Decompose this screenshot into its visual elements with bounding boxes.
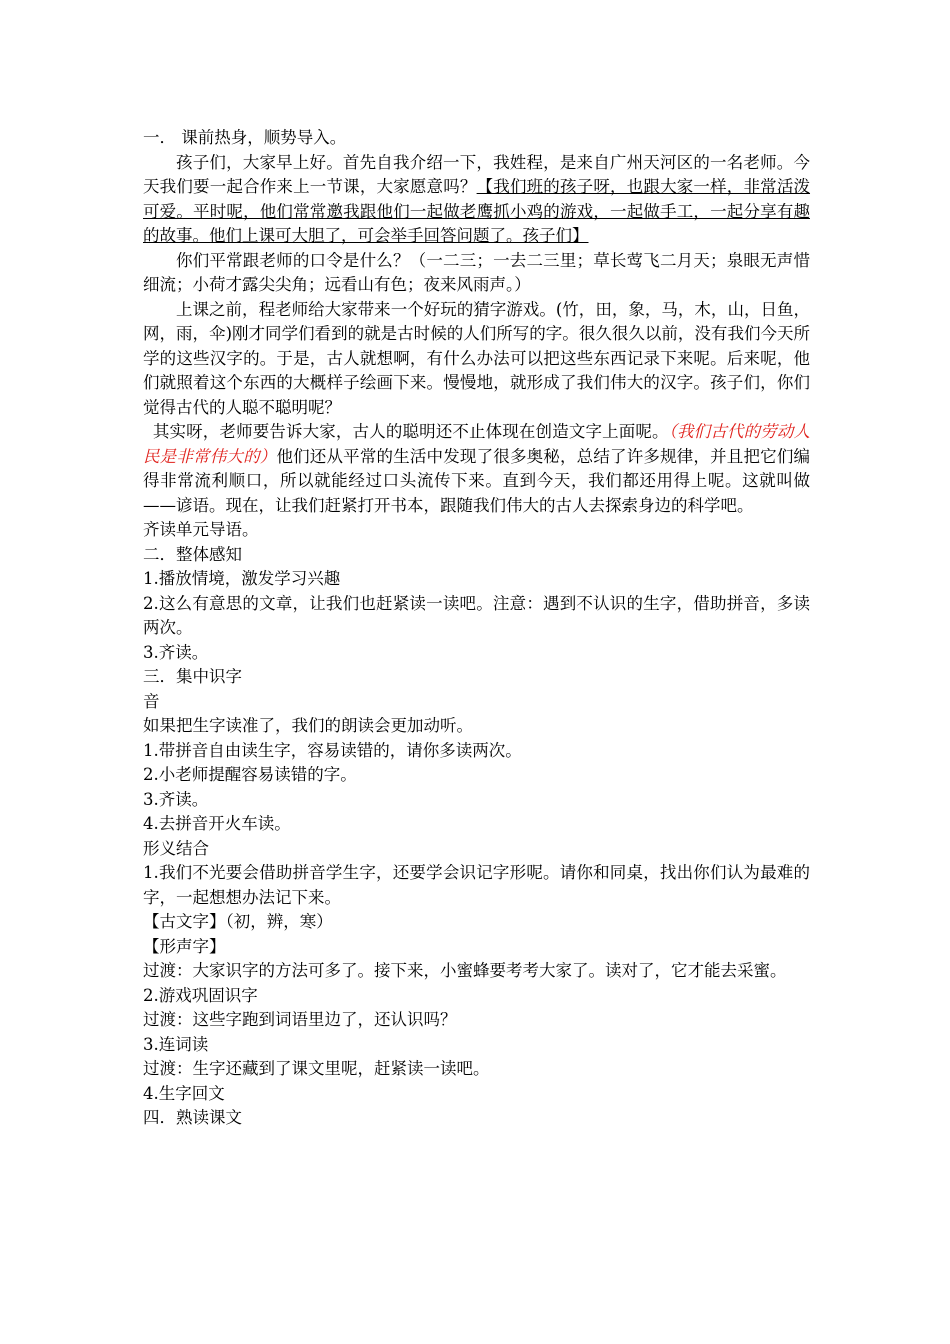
list-item: 2.小老师提醒容易读错的字。 [143,765,357,784]
subheading-sound: 音 [143,691,160,711]
list-item: 1.播放情境，激发学习兴趣 [143,569,341,588]
section-heading-4: 四．熟读课文 [143,1108,242,1127]
paragraph-commands: 你们平常跟老师的口令是什么？（一二三；一去二三里；草长莺飞二月天；泉眼无声惜细流；小荷才露尖尖角；远看山有色；夜来风雨声。） [143,250,810,294]
list-item: 4.去拼音开火车读。 [143,814,291,833]
proverbs-text-a: 其实呀，老师要告诉大家，古人的聪明还不止体现在创造文字上面呢。 [152,422,669,441]
list-item: 如果把生字读准了，我们的朗读会更加动听。 [143,716,473,735]
list-item: 4.生字回文 [143,1083,225,1103]
line-read-unit-intro: 齐读单元导语。 [143,520,259,539]
list-item: 过渡：生字还藏到了课文里呢，赶紧读一读吧。 [143,1059,490,1078]
section-heading-1: 一． 课前热身，顺势导入。 [143,128,347,147]
list-item: 1.带拼音自由读生字，容易读错的，请你多读两次。 [143,740,522,760]
proverbs-red-annotation: （我们古代的劳动人民是非常伟大的） [143,422,811,466]
list-item: 2.这么有意思的文章，让我们也赶紧读一读吧。注意：遇到不认识的生字，借助拼音，多读两次。 [143,593,810,637]
paragraph-guessing-game: 上课之前，程老师给大家带来一个好玩的猜字游戏。(竹，田，象，马，木，山，日鱼，网，雨，伞)刚才同学们看到的就是古时候的人们所写的字。很久很久以前，没有我们今天所学的这些汉字的。于是，古人就想啊，有什么办法可以把这些东西记录下来呢。后来呢，他们就照着这个东西的大概样子绘画下来。慢慢地，就形成了我们伟大的汉字。孩子们，你们觉得古代的人聪不聪明呢？ [143,299,810,417]
section-heading-3: 三．集中识字 [143,667,242,686]
list-item: 3.齐读。 [143,789,209,809]
list-item: 3.齐读。 [143,642,209,662]
intro-text: 孩子们，大家早上好。首先自我介绍一下，我姓程，是来自广州天河区的一名老师。今天我们要一起合作来上一节课，大家愿意吗？ [143,152,810,196]
list-item: 3.连词读 [143,1034,209,1054]
section-heading-2: 二．整体感知 [143,544,242,564]
proverbs-text-b: 他们还从平常的生活中发现了很多奥秘，总结了许多规律，并且把它们编得非常流利顺口，所以就能经过口头流传下来。直到今天，我们都还用得上呢。这就叫做——谚语。现在，让我们赶紧打开书本，跟随我们伟大的古人去探索身边的科学吧。 [143,446,811,515]
list-item: 过渡：这些字跑到词语里边了，还认识吗？ [143,1010,457,1029]
list-item: 【形声字】 [143,936,226,956]
list-item: 1.我们不光要会借助拼音学生字，还要学会识记字形呢。请你和同桌，找出你们认为最难的字，一起想想办法记下来。 [143,863,810,907]
list-item: 【古文字】（初，辨，寒） [143,912,333,931]
paragraph-intro [143,151,810,249]
paragraph-proverbs [143,420,810,518]
list-item: 过渡：大家识字的方法可多了。接下来，小蜜蜂要考考大家了。读对了，它才能去采蜜。 [143,961,787,980]
intro-underlined-text: 【我们班的孩子呀，也跟大家一样，非常活泼可爱。平时呢，他们常常邀我跟他们一起做老鹰抓小鸡的游戏，一起做手工，一起分享有趣的故事。他们上课可大胆了，可会举手回答问题了。孩子们】 [143,177,811,245]
subheading-form-meaning: 形义结合 [143,838,209,858]
list-item: 2.游戏巩固识字 [143,985,258,1005]
